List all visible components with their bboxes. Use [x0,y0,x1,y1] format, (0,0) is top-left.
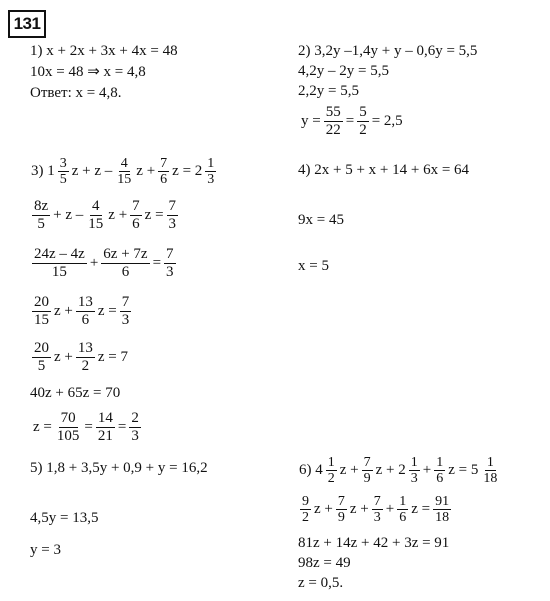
problem-number-badge: 131 [8,10,46,38]
term: z + [136,163,156,179]
fraction [300,494,311,525]
p3-line2 [30,198,180,233]
p4-line3: x = 5 [298,258,329,274]
denominator: 6 [160,172,168,187]
p6-line1 [298,455,501,486]
p5-line1: 5) 1,8 + 3,5y + 0,9 + y = 16,2 [30,460,208,476]
denominator: 15 [88,216,104,232]
fraction [76,340,95,375]
term: z = 7 [97,349,128,365]
fraction [32,294,51,329]
numerator: 8z [34,198,49,214]
denominator: 9 [337,510,345,525]
term: z = [33,419,52,435]
numerator: 7 [337,494,345,509]
term: = [152,255,162,271]
fraction [86,198,105,233]
p3-line6: 40z + 65z = 70 [30,385,121,401]
denominator: 15 [51,264,67,280]
fraction [372,494,383,525]
fraction [32,246,87,281]
p6-label: 6) 4 [299,462,323,478]
numerator: 1 [207,156,215,171]
numerator: 91 [435,494,450,509]
numerator: 1 [327,455,335,470]
fraction [397,494,408,525]
term: z + 2 [375,462,406,478]
denominator: 6 [436,471,444,486]
term: z + [54,303,73,319]
p3-label: 3) 1 [31,163,55,179]
p3-line4 [30,294,133,329]
p2-line4-eq: = [345,113,355,129]
denominator: 5 [37,358,46,374]
denominator: 6 [399,510,407,525]
numerator: 13 [77,294,93,310]
p2-line1: 2) 3,2y –1,4y + y – 0,6y = 5,5 [298,43,478,59]
numerator: 7 [132,198,140,214]
p2-line2: 4,2y – 2y = 5,5 [298,63,389,79]
numerator: 2 [131,410,139,426]
term: + z – [53,207,84,223]
denominator: 2 [302,510,309,525]
denominator: 21 [97,428,113,444]
term: + [385,501,395,517]
term: z + [314,501,333,517]
term: = [84,419,93,435]
denominator: 6 [132,216,140,232]
denominator: 105 [56,428,80,444]
term: z + [54,349,73,365]
p3-line1 [30,156,218,187]
term: z = [411,501,431,517]
term: z = 2 [172,163,203,179]
p2-line4 [300,104,404,139]
numerator: 3 [59,156,67,171]
numerator: 14 [97,410,113,426]
denominator: 18 [435,510,450,525]
denominator: 3 [410,471,418,486]
fraction [120,294,132,329]
numerator: 6z + 7z [103,246,148,262]
p6-line2 [298,494,453,525]
denominator: 22 [325,122,341,138]
p3-line5 [30,340,129,375]
fraction [158,156,169,187]
numerator: 24z – 4z [34,246,85,262]
denominator: 5 [59,172,67,187]
p6-line5: z = 0,5. [298,575,344,591]
term: z + [108,207,128,223]
p5-line2: 4,5y = 13,5 [30,510,99,526]
p4-line2: 9x = 45 [298,212,344,228]
numerator: 5 [359,104,367,120]
denominator: 3 [373,510,381,525]
fraction [96,410,115,445]
fraction [205,156,216,187]
fraction [481,455,499,486]
p1-line1: 1) x + 2x + 3x + 4x = 48 [30,43,178,59]
p2-line4-lhs: y = [301,113,321,129]
term: + [422,462,432,478]
denominator: 3 [131,428,139,444]
p2-fraction-55-22 [324,104,343,139]
fraction [76,294,95,329]
fraction [326,455,337,486]
fraction [32,340,51,375]
p2-line4-result: = 2,5 [371,113,403,129]
fraction [101,246,149,281]
denominator: 2 [81,358,90,374]
term: z + [339,462,359,478]
numerator: 9 [302,494,309,509]
numerator: 1 [436,455,444,470]
fraction [58,156,69,187]
term: z + z – [71,163,113,179]
denominator: 9 [363,471,371,486]
denominator: 6 [81,312,90,328]
term: z + [349,501,369,517]
numerator: 4 [92,198,100,214]
denominator: 15 [34,312,49,328]
fraction [434,455,445,486]
term: z = [97,303,117,319]
numerator: 55 [325,104,341,120]
fraction [433,494,451,525]
fraction [130,198,142,233]
term: z = 5 [448,462,479,478]
denominator: 3 [166,264,174,280]
numerator: 7 [166,246,174,262]
p1-line2: 10x = 48 ⇒ x = 4,8 [30,64,146,80]
fraction [32,198,50,233]
numerator: 7 [168,198,177,214]
denominator: 3 [207,172,215,187]
p5-line3: y = 3 [30,542,61,558]
denominator: 3 [168,216,177,232]
p3-line7 [32,410,143,445]
numerator: 20 [34,294,49,310]
p6-line4: 98z = 49 [298,555,351,571]
p2-fraction-5-2 [357,104,369,139]
fraction [362,455,373,486]
fraction [164,246,176,281]
p2-line3: 2,2y = 5,5 [298,83,359,99]
term: z = [144,207,164,223]
fraction [409,455,420,486]
numerator: 20 [34,340,49,356]
denominator: 18 [483,471,498,486]
numerator: 1 [486,455,494,470]
term: = [117,419,127,435]
denominator: 2 [327,471,335,486]
numerator: 7 [363,455,371,470]
numerator: 1 [410,455,418,470]
denominator: 3 [121,312,130,328]
denominator: 2 [359,122,367,138]
numerator: 4 [120,156,128,171]
numerator: 1 [399,494,407,509]
term: + [89,255,99,271]
denominator: 6 [121,264,130,280]
p6-line3: 81z + 14z + 42 + 3z = 91 [298,535,450,551]
denominator: 5 [37,216,45,232]
fraction [115,156,133,187]
fraction [129,410,141,445]
numerator: 13 [77,340,93,356]
numerator: 7 [121,294,130,310]
numerator: 7 [160,156,168,171]
numerator: 7 [373,494,381,509]
fraction [167,198,179,233]
p3-line3 [30,246,178,281]
p4-line1: 4) 2x + 5 + x + 14 + 6x = 64 [298,162,470,178]
fraction [55,410,82,445]
numerator: 70 [60,410,76,426]
denominator: 15 [117,172,132,187]
fraction [336,494,347,525]
p1-answer: Ответ: x = 4,8. [30,85,122,101]
